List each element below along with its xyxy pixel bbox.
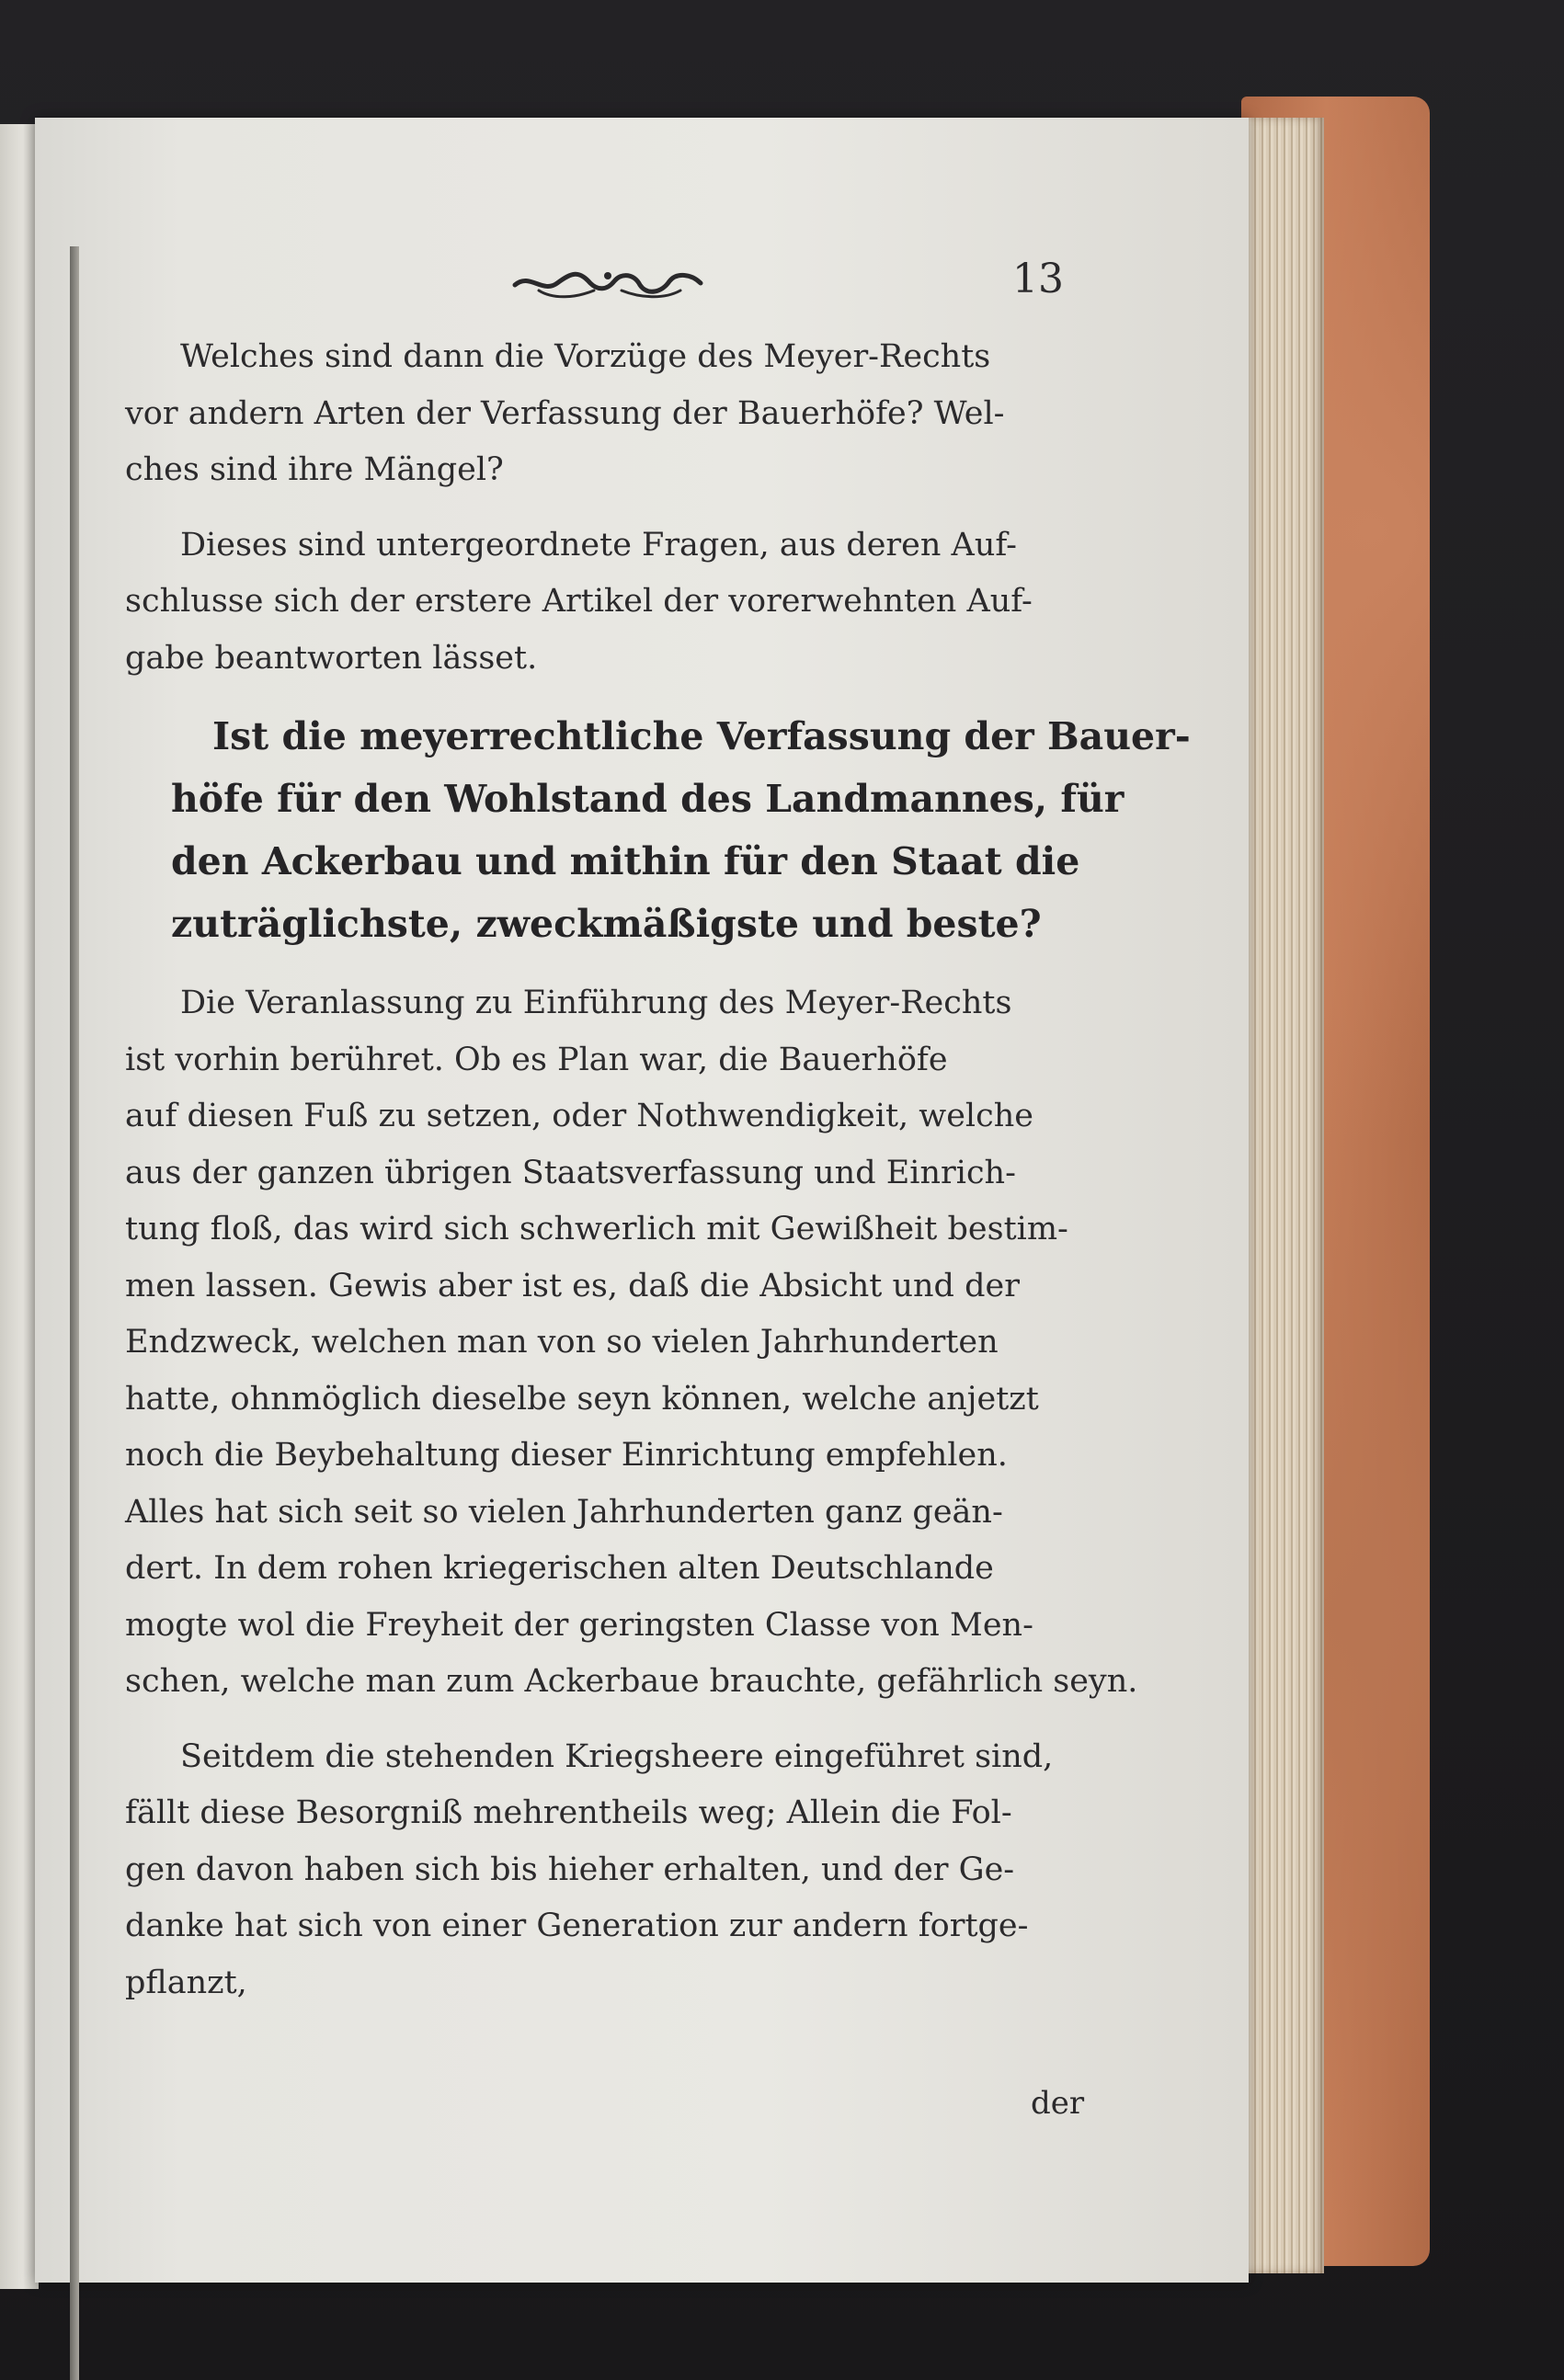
text-line: ist vorhin berühret. Ob es Plan war, die Bauerhöfe [125, 1041, 948, 1078]
text-line: gabe beantworten lässet. [125, 639, 538, 677]
page-block-edges [1237, 118, 1324, 2273]
heading-line: höfe für den Wohlstand des Landmannes, für [171, 777, 1124, 821]
text-line: Endzweck, welchen man von so vielen Jahrhunderten [125, 1324, 999, 1361]
facing-page-edge [0, 124, 39, 2289]
catchword: der [1031, 2085, 1085, 2122]
paragraph-subquestions [125, 518, 1081, 688]
text-line: danke hat sich von einer Generation zur andern fortge- [125, 1907, 1029, 1944]
text-line: gen davon haben sich bis hieher erhalten, und der Ge- [125, 1850, 1015, 1888]
text-line: fällt diese Besorgniß mehrentheils weg; Allein die Fol- [125, 1794, 1012, 1831]
section-heading [125, 705, 1191, 955]
heading-line: Ist die meyerrechtliche Verfassung der Bauer- [212, 714, 1191, 758]
page-header [125, 246, 1081, 329]
text-line: Dieses sind untergeordnete Fragen, aus deren Auf- [180, 526, 1017, 564]
text-line: schlusse sich der erstere Artikel der vorerwehnten Auf- [125, 583, 1033, 620]
text-line: aus der ganzen übrigen Staatsverfassung und Einrich- [125, 1154, 1016, 1191]
text-line: Welches sind dann die Vorzüge des Meyer-Rechts [180, 338, 991, 375]
text-line: mogte wol die Freyheit der geringsten Classe von Men- [125, 1606, 1033, 1644]
heading-line: zuträglichste, zweckmäßigste und beste? [171, 902, 1042, 946]
text-line: vor andern Arten der Verfassung der Bauerhöfe? Wel- [125, 394, 1005, 432]
paragraph-body-2 [125, 1729, 1081, 2012]
heading-line: den Ackerbau und mithin für den Staat die [171, 839, 1080, 883]
page-number: 13 [1012, 256, 1064, 302]
text-line: auf diesen Fuß zu setzen, oder Nothwendigkeit, welche [125, 1098, 1033, 1134]
text-line: Seitdem die stehenden Kriegsheere eingeführet sind, [180, 1737, 1054, 1775]
text-line: men lassen. Gewis aber ist es, daß die Absicht und der [125, 1267, 1020, 1304]
ornament-icon [511, 263, 704, 303]
paragraph-body-1 [125, 975, 1138, 1711]
gutter-shadow [70, 246, 79, 2380]
text-line: Die Veranlassung zu Einführung des Meyer-Rechts [180, 985, 1012, 1021]
text-line: schen, welche man zum Ackerbaue brauchte, gefährlich seyn. [125, 1663, 1138, 1700]
page-content [125, 246, 1191, 2122]
paragraph-questions [125, 329, 1081, 499]
text-line: noch die Beybehaltung dieser Einrichtung empfehlen. [125, 1437, 1008, 1474]
text-line: dert. In dem rohen kriegerischen alten Deutschlande [125, 1550, 994, 1587]
text-line: hatte, ohnmöglich dieselbe seyn können, welche anjetzt [125, 1380, 1039, 1418]
text-line: pflanzt, [125, 1964, 247, 2001]
text-line: Alles hat sich seit so vielen Jahrhunderten ganz geän- [125, 1493, 1003, 1531]
book-page [35, 118, 1249, 2283]
text-line: ches sind ihre Mängel? [125, 451, 504, 488]
text-line: tung floß, das wird sich schwerlich mit Gewißheit bestim- [125, 1211, 1068, 1247]
